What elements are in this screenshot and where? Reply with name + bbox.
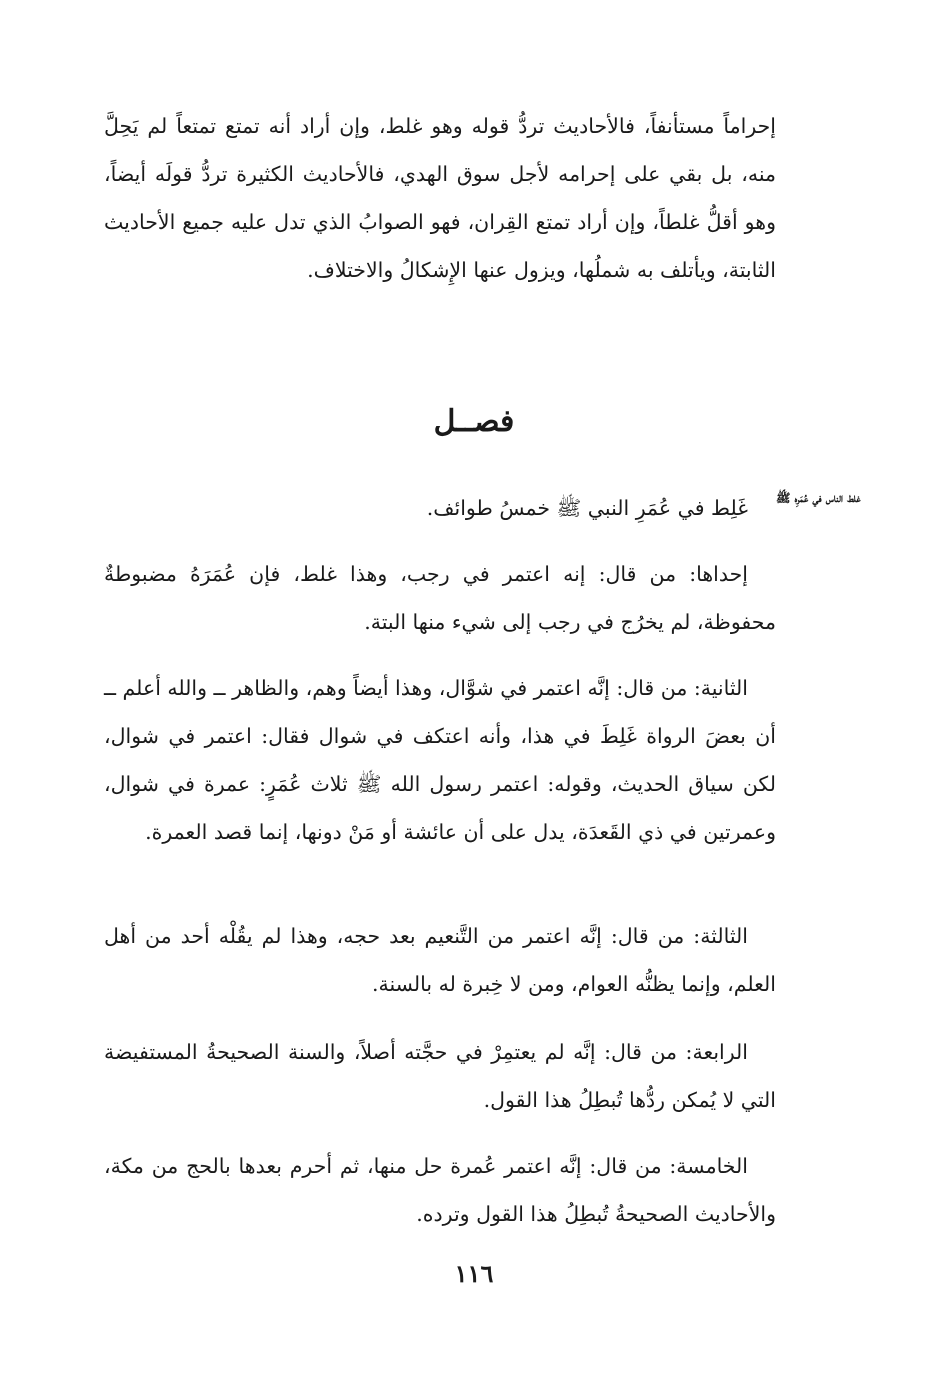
paragraph-first: إحداها: من قال: إنه اعتمر في رجب، وهذا غلط، فإن عُمَرَهُ مضبوطةٌ محفوظة، لم يخرُج في رجب إلى شيء منها البتة.: [104, 562, 776, 634]
paragraph-second: الثانية: من قال: إنَّه اعتمر في شوَّال، وهذا أيضاً وهم، والظاهر ــ والله أعلم ــ أن بعضَ الرواة غَلِطَ في هذا، وأنه اعتكف في شوال فقال: اعتمر في شوال، لكن سياق الحديث، وقوله: اعتمر رسول الله ﷺ ثلاث عُمَرٍ: عمرة في شوال، وعمرتين في ذي القَعدَة، يدل على أن عائشة أو مَنْ دونها، إنما قصد العمرة.: [104, 676, 776, 844]
paragraph-intro: غَلِط في عُمَرِ النبي ﷺ خمسُ طوائف.: [426, 496, 748, 520]
margin-note: غلط الناس في عُمَرِه ﷺ: [776, 491, 861, 505]
paragraph-third: الثالثة: من قال: إنَّه اعتمر من التَّنعيم بعد حجه، وهذا لم يقُلْه أحد من أهل العلم، وإنما يظنُّه العوام، ومن لا خِبرة له بالسنة.: [104, 924, 776, 996]
paragraph-fourth: الرابعة: من قال: إنَّه لم يعتمِرْ في حجَّته أصلاً، والسنة الصحيحةُ المستفيضة التي لا يُمكن ردُّها تُبطِلُ هذا القول.: [104, 1040, 776, 1112]
section-heading: فصــل: [433, 404, 515, 439]
paragraph-fifth: الخامسة: من قال: إنَّه اعتمر عُمرة حل منها، ثم أحرم بعدها بالحج من مكة، والأحاديث الصحيحةُ تُبطِلُ هذا القول وترده.: [104, 1154, 776, 1226]
page-number: ١١٦: [454, 1259, 494, 1288]
paragraph-continuation: إحراماً مستأنفاً، فالأحاديث تردُّ قوله وهو غلط، وإن أراد أنه تمتع تمتعاً لم يَحِلَّ منه، بل بقي على إحرامه لأجل سوق الهدي، فالأحاديث الكثيرة تردُّ قولَه أيضاً، وهو أقلُّ غلطاً، وإن أراد تمتع القِران، فهو الصوابُ الذي تدل عليه جميع الأحاديث الثابتة، ويأتلف به شملُها، ويزول عنها الإِشكالُ والاختلاف.: [104, 114, 776, 282]
